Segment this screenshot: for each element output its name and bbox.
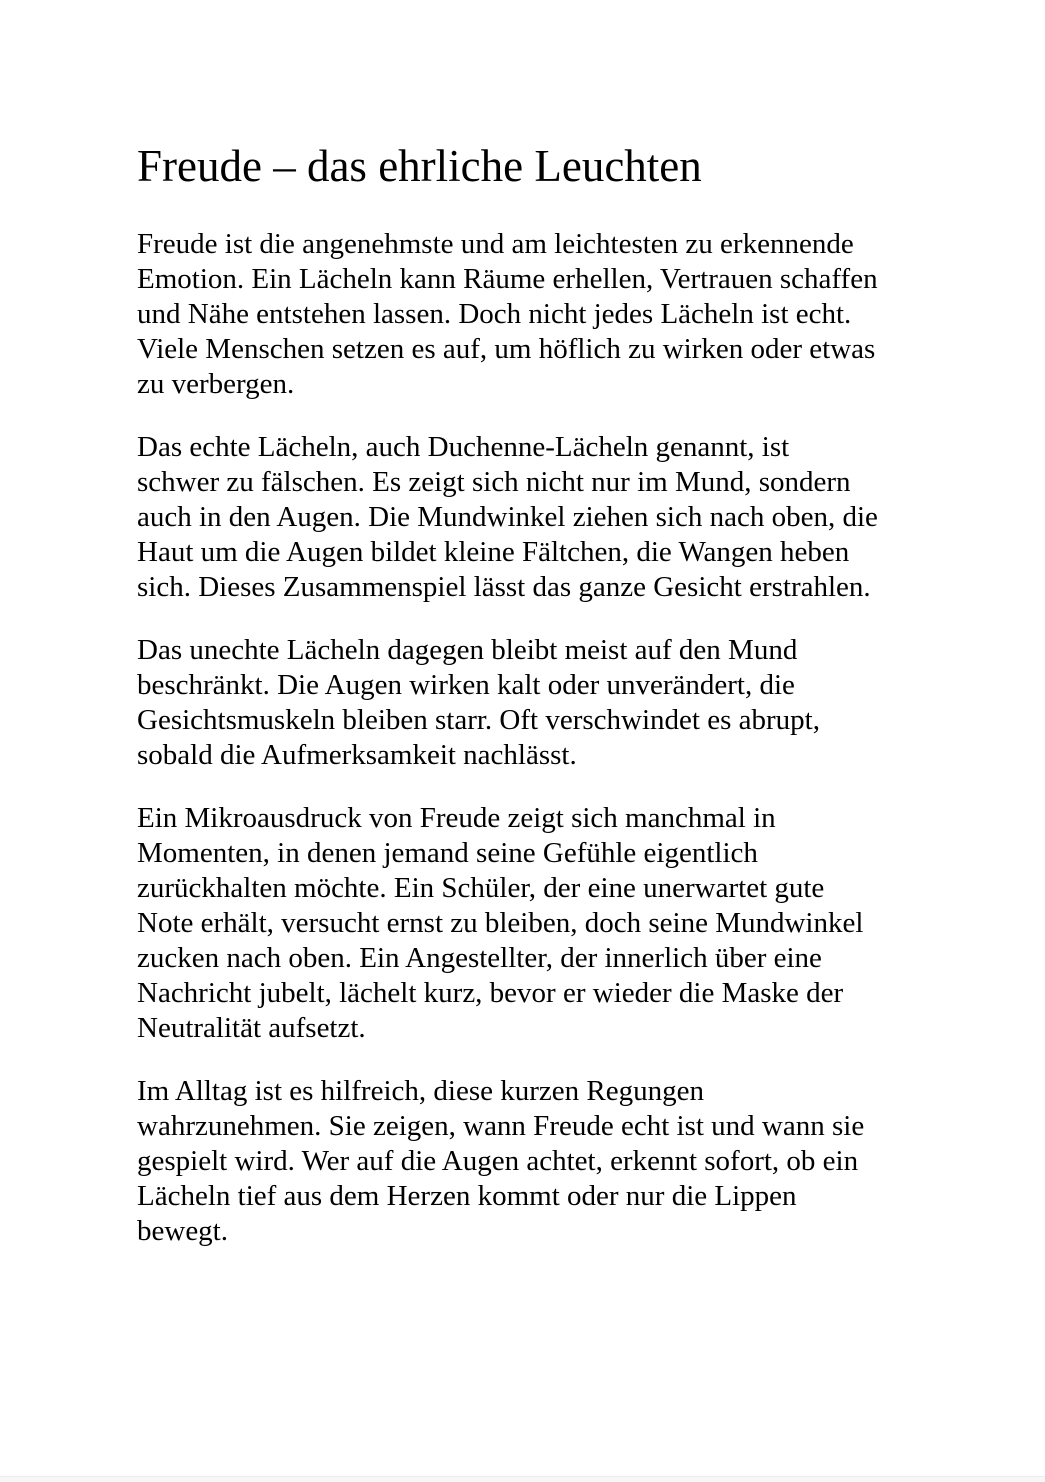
paragraph-line: auch in den Augen. Die Mundwinkel ziehen sich nach oben, die: [137, 500, 878, 533]
paragraph-line: beschränkt. Die Augen wirken kalt oder unverändert, die: [137, 668, 795, 701]
paragraph-line: Im Alltag ist es hilfreich, diese kurzen Regungen: [137, 1074, 704, 1107]
paragraph-line: schwer zu fälschen. Es zeigt sich nicht nur im Mund, sondern: [137, 465, 851, 498]
article-body: [137, 227, 925, 1249]
paragraph-line: wahrzunehmen. Sie zeigen, wann Freude echt ist und wann sie: [137, 1109, 865, 1142]
paragraph-line: zu verbergen.: [137, 367, 295, 400]
paragraph-line: Viele Menschen setzen es auf, um höflich zu wirken oder etwas: [137, 332, 876, 365]
paragraph-line: Ein Mikroausdruck von Freude zeigt sich manchmal in: [137, 801, 776, 834]
paragraph: [137, 633, 925, 773]
paragraph: [137, 430, 925, 605]
paragraph-line: und Nähe entstehen lassen. Doch nicht jedes Lächeln ist echt.: [137, 297, 852, 330]
paragraph-line: Gesichtsmuskeln bleiben starr. Oft verschwindet es abrupt,: [137, 703, 820, 736]
paragraph-line: bewegt.: [137, 1214, 228, 1247]
paragraph-line: Das unechte Lächeln dagegen bleibt meist auf den Mund: [137, 633, 798, 666]
paragraph-line: sich. Dieses Zusammenspiel lässt das ganze Gesicht erstrahlen.: [137, 570, 871, 603]
paragraph: [137, 227, 925, 402]
paragraph-line: Freude ist die angenehmste und am leichtesten zu erkennende: [137, 227, 854, 260]
paragraph-line: Haut um die Augen bildet kleine Fältchen, die Wangen heben: [137, 535, 850, 568]
paragraph: [137, 1074, 925, 1249]
page-title: Freude – das ehrliche Leuchten: [137, 141, 702, 191]
paragraph-line: Lächeln tief aus dem Herzen kommt oder nur die Lippen: [137, 1179, 797, 1212]
paragraph-line: zucken nach oben. Ein Angestellter, der innerlich über eine: [137, 941, 822, 974]
paragraph-line: zurückhalten möchte. Ein Schüler, der eine unerwartet gute: [137, 871, 825, 904]
paragraph-line: Momenten, in denen jemand seine Gefühle eigentlich: [137, 836, 758, 869]
paragraph: [137, 801, 925, 1046]
paragraph-line: Emotion. Ein Lächeln kann Räume erhellen, Vertrauen schaffen: [137, 262, 878, 295]
paragraph-line: sobald die Aufmerksamkeit nachlässt.: [137, 738, 577, 771]
paragraph-line: Nachricht jubelt, lächelt kurz, bevor er wieder die Maske der: [137, 976, 844, 1009]
paragraph-line: gespielt wird. Wer auf die Augen achtet, erkennt sofort, ob ein: [137, 1144, 859, 1177]
paragraph-line: Das echte Lächeln, auch Duchenne-Lächeln genannt, ist: [137, 430, 790, 463]
paragraph-line: Note erhält, versucht ernst zu bleiben, doch seine Mundwinkel: [137, 906, 864, 939]
paragraph-line: Neutralität aufsetzt.: [137, 1011, 366, 1044]
bottom-edge-strip: [0, 1476, 1045, 1482]
